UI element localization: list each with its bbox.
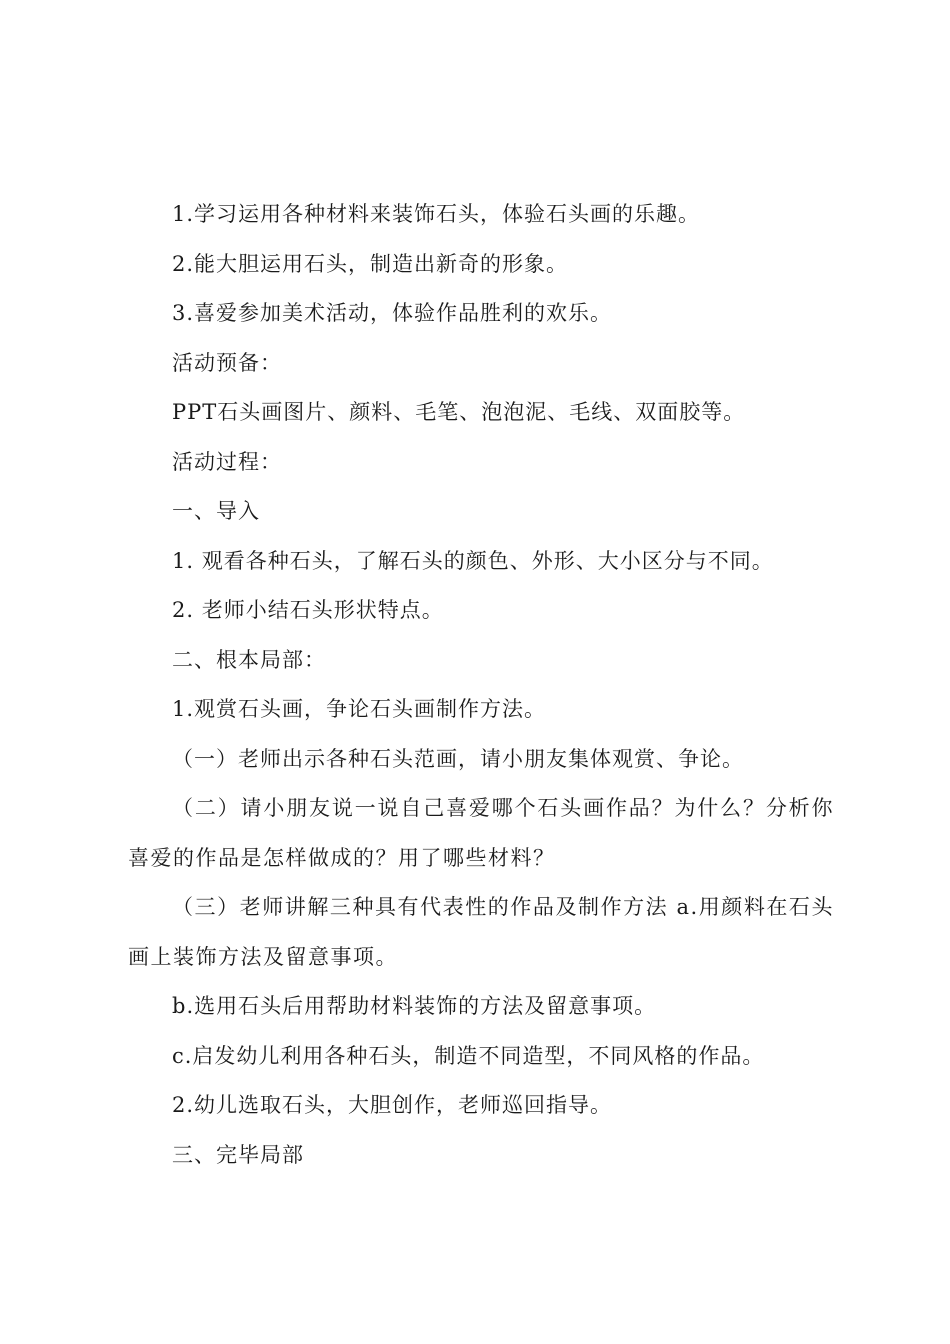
paragraph-step-3: （三）老师讲解三种具有代表性的作品及制作方法 a.用颜料在石头画上装饰方法及留意事项。 bbox=[128, 895, 834, 969]
paragraph-materials: PPT石头画图片、颜料、毛笔、泡泡泥、毛线、双面胶等。 bbox=[172, 400, 746, 424]
paragraph-goal-3: 3.喜爱参加美术活动，体验作品胜利的欢乐。 bbox=[172, 301, 613, 325]
paragraph-intro-1: 1. 观看各种石头，了解石头的颜色、外形、大小区分与不同。 bbox=[172, 548, 774, 573]
paragraph-goal-1: 1.学习运用各种材料来装饰石头，体验石头画的乐趣。 bbox=[172, 202, 701, 226]
heading-process: 活动过程： bbox=[172, 449, 282, 474]
paragraph-step-c: c.启发幼儿利用各种石头，制造不同造型，不同风格的作品。 bbox=[172, 1043, 765, 1068]
paragraph-intro-2: 2. 老师小结石头形状特点。 bbox=[172, 598, 444, 622]
paragraph-step-2: （二）请小朋友说一说自己喜爱哪个石头画作品？为什么？分析你喜爱的作品是怎样做成的？用了哪些材料？ bbox=[128, 796, 834, 870]
paragraph-main-1: 1.观赏石头画，争论石头画制作方法。 bbox=[172, 697, 547, 721]
heading-introduction: 一、导入 bbox=[172, 499, 260, 523]
document-body bbox=[128, 190, 834, 1180]
paragraph-goal-2: 2.能大胆运用石头，制造出新奇的形象。 bbox=[172, 251, 569, 276]
heading-ending: 三、完毕局部 bbox=[172, 1142, 304, 1167]
paragraph-step-b: b.选用石头后用帮助材料装饰的方法及留意事项。 bbox=[172, 994, 657, 1018]
paragraph-main-2: 2.幼儿选取石头，大胆创作，老师巡回指导。 bbox=[172, 1093, 613, 1117]
heading-preparation: 活动预备： bbox=[172, 350, 282, 375]
paragraph-step-1: （一）老师出示各种石头范画，请小朋友集体观赏、争论。 bbox=[172, 746, 744, 771]
heading-main-part: 二、根本局部： bbox=[172, 647, 326, 672]
